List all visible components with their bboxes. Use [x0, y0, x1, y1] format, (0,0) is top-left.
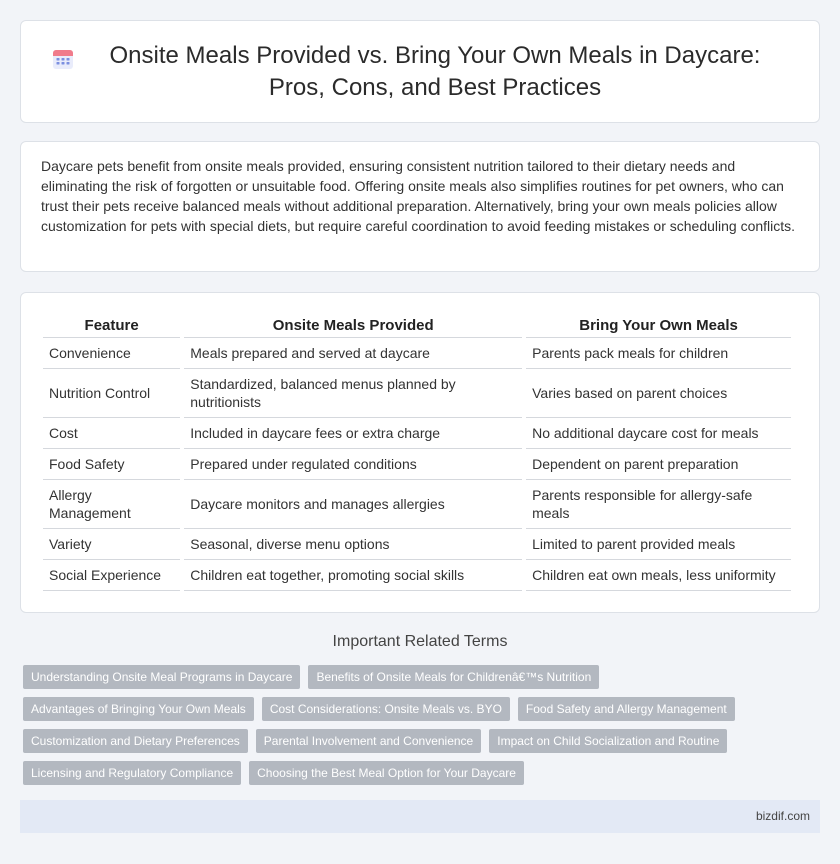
table-cell: Convenience: [43, 338, 180, 369]
column-header: Feature: [43, 311, 180, 338]
table-row: [43, 418, 791, 449]
table-cell: Children eat own meals, less uniformity: [526, 560, 791, 591]
table-cell: No additional daycare cost for meals: [526, 418, 791, 449]
related-term-tag[interactable]: Customization and Dietary Preferences: [23, 729, 248, 753]
related-term-tag[interactable]: Choosing the Best Meal Option for Your Daycare: [249, 761, 524, 785]
related-term-tag[interactable]: Licensing and Regulatory Compliance: [23, 761, 241, 785]
comparison-table-card: [20, 292, 820, 613]
column-header: Bring Your Own Meals: [526, 311, 791, 338]
table-cell: Standardized, balanced menus planned by nutritionists: [184, 369, 522, 418]
table-cell: Limited to parent provided meals: [526, 529, 791, 560]
related-term-tag[interactable]: Parental Involvement and Convenience: [256, 729, 481, 753]
column-header: Onsite Meals Provided: [184, 311, 522, 338]
table-cell: Daycare monitors and manages allergies: [184, 480, 522, 529]
table-cell: Cost: [43, 418, 180, 449]
related-term-tag[interactable]: Food Safety and Allergy Management: [518, 697, 735, 721]
table-cell: Included in daycare fees or extra charge: [184, 418, 522, 449]
table-row: [43, 529, 791, 560]
table-cell: Parents pack meals for children: [526, 338, 791, 369]
page-title: Onsite Meals Provided vs. Bring Your Own Meals in Daycare: Pros, Cons, and Best Practices: [109, 41, 761, 101]
table-row: [43, 560, 791, 591]
table-cell: Meals prepared and served at daycare: [184, 338, 522, 369]
table-cell: Food Safety: [43, 449, 180, 480]
table-cell: Variety: [43, 529, 180, 560]
table-cell: Seasonal, diverse menu options: [184, 529, 522, 560]
related-term-tag[interactable]: Advantages of Bringing Your Own Meals: [23, 697, 254, 721]
table-row: [43, 338, 791, 369]
related-term-tag[interactable]: Cost Considerations: Onsite Meals vs. BYO: [262, 697, 510, 721]
table-cell: Parents responsible for allergy-safe meals: [526, 480, 791, 529]
related-term-tag[interactable]: Benefits of Onsite Meals for Childrenâ€™s Nutrition: [308, 665, 599, 689]
related-terms-list: [23, 665, 823, 785]
header-card: [20, 20, 820, 123]
footer-site-link[interactable]: bizdif.com: [755, 809, 810, 823]
table-header-row: [43, 311, 791, 338]
table-cell: Prepared under regulated conditions: [184, 449, 522, 480]
table-row: [43, 480, 791, 529]
related-term-tag[interactable]: Understanding Onsite Meal Programs in Daycare: [23, 665, 300, 689]
table-row: [43, 449, 791, 480]
related-terms-title: Important Related Terms: [332, 633, 508, 650]
table-row: [43, 369, 791, 418]
table-cell: Varies based on parent choices: [526, 369, 791, 418]
table-cell: Children eat together, promoting social skills: [184, 560, 522, 591]
table-cell: Allergy Management: [43, 480, 180, 529]
intro-card: [20, 141, 820, 272]
table-cell: Nutrition Control: [43, 369, 180, 418]
related-term-tag[interactable]: Impact on Child Socialization and Routine: [489, 729, 727, 753]
table-cell: Social Experience: [43, 560, 180, 591]
comparison-table: [39, 311, 795, 591]
footer: [20, 800, 820, 833]
table-cell: Dependent on parent preparation: [526, 449, 791, 480]
intro-paragraph: Daycare pets benefit from onsite meals provided, ensuring consistent nutrition tailored to their dietary needs and eliminating the risk of forgotten or unsuitable food. Offering onsite meals also simplifies routines for pet owners, who can trust their pets receive balanced meals without additional preparation. Alternatively, bring your own meals policies allow customization for pets with special diets, but require careful coordination to avoid feeding mistakes or scheduling conflicts.: [41, 158, 796, 234]
